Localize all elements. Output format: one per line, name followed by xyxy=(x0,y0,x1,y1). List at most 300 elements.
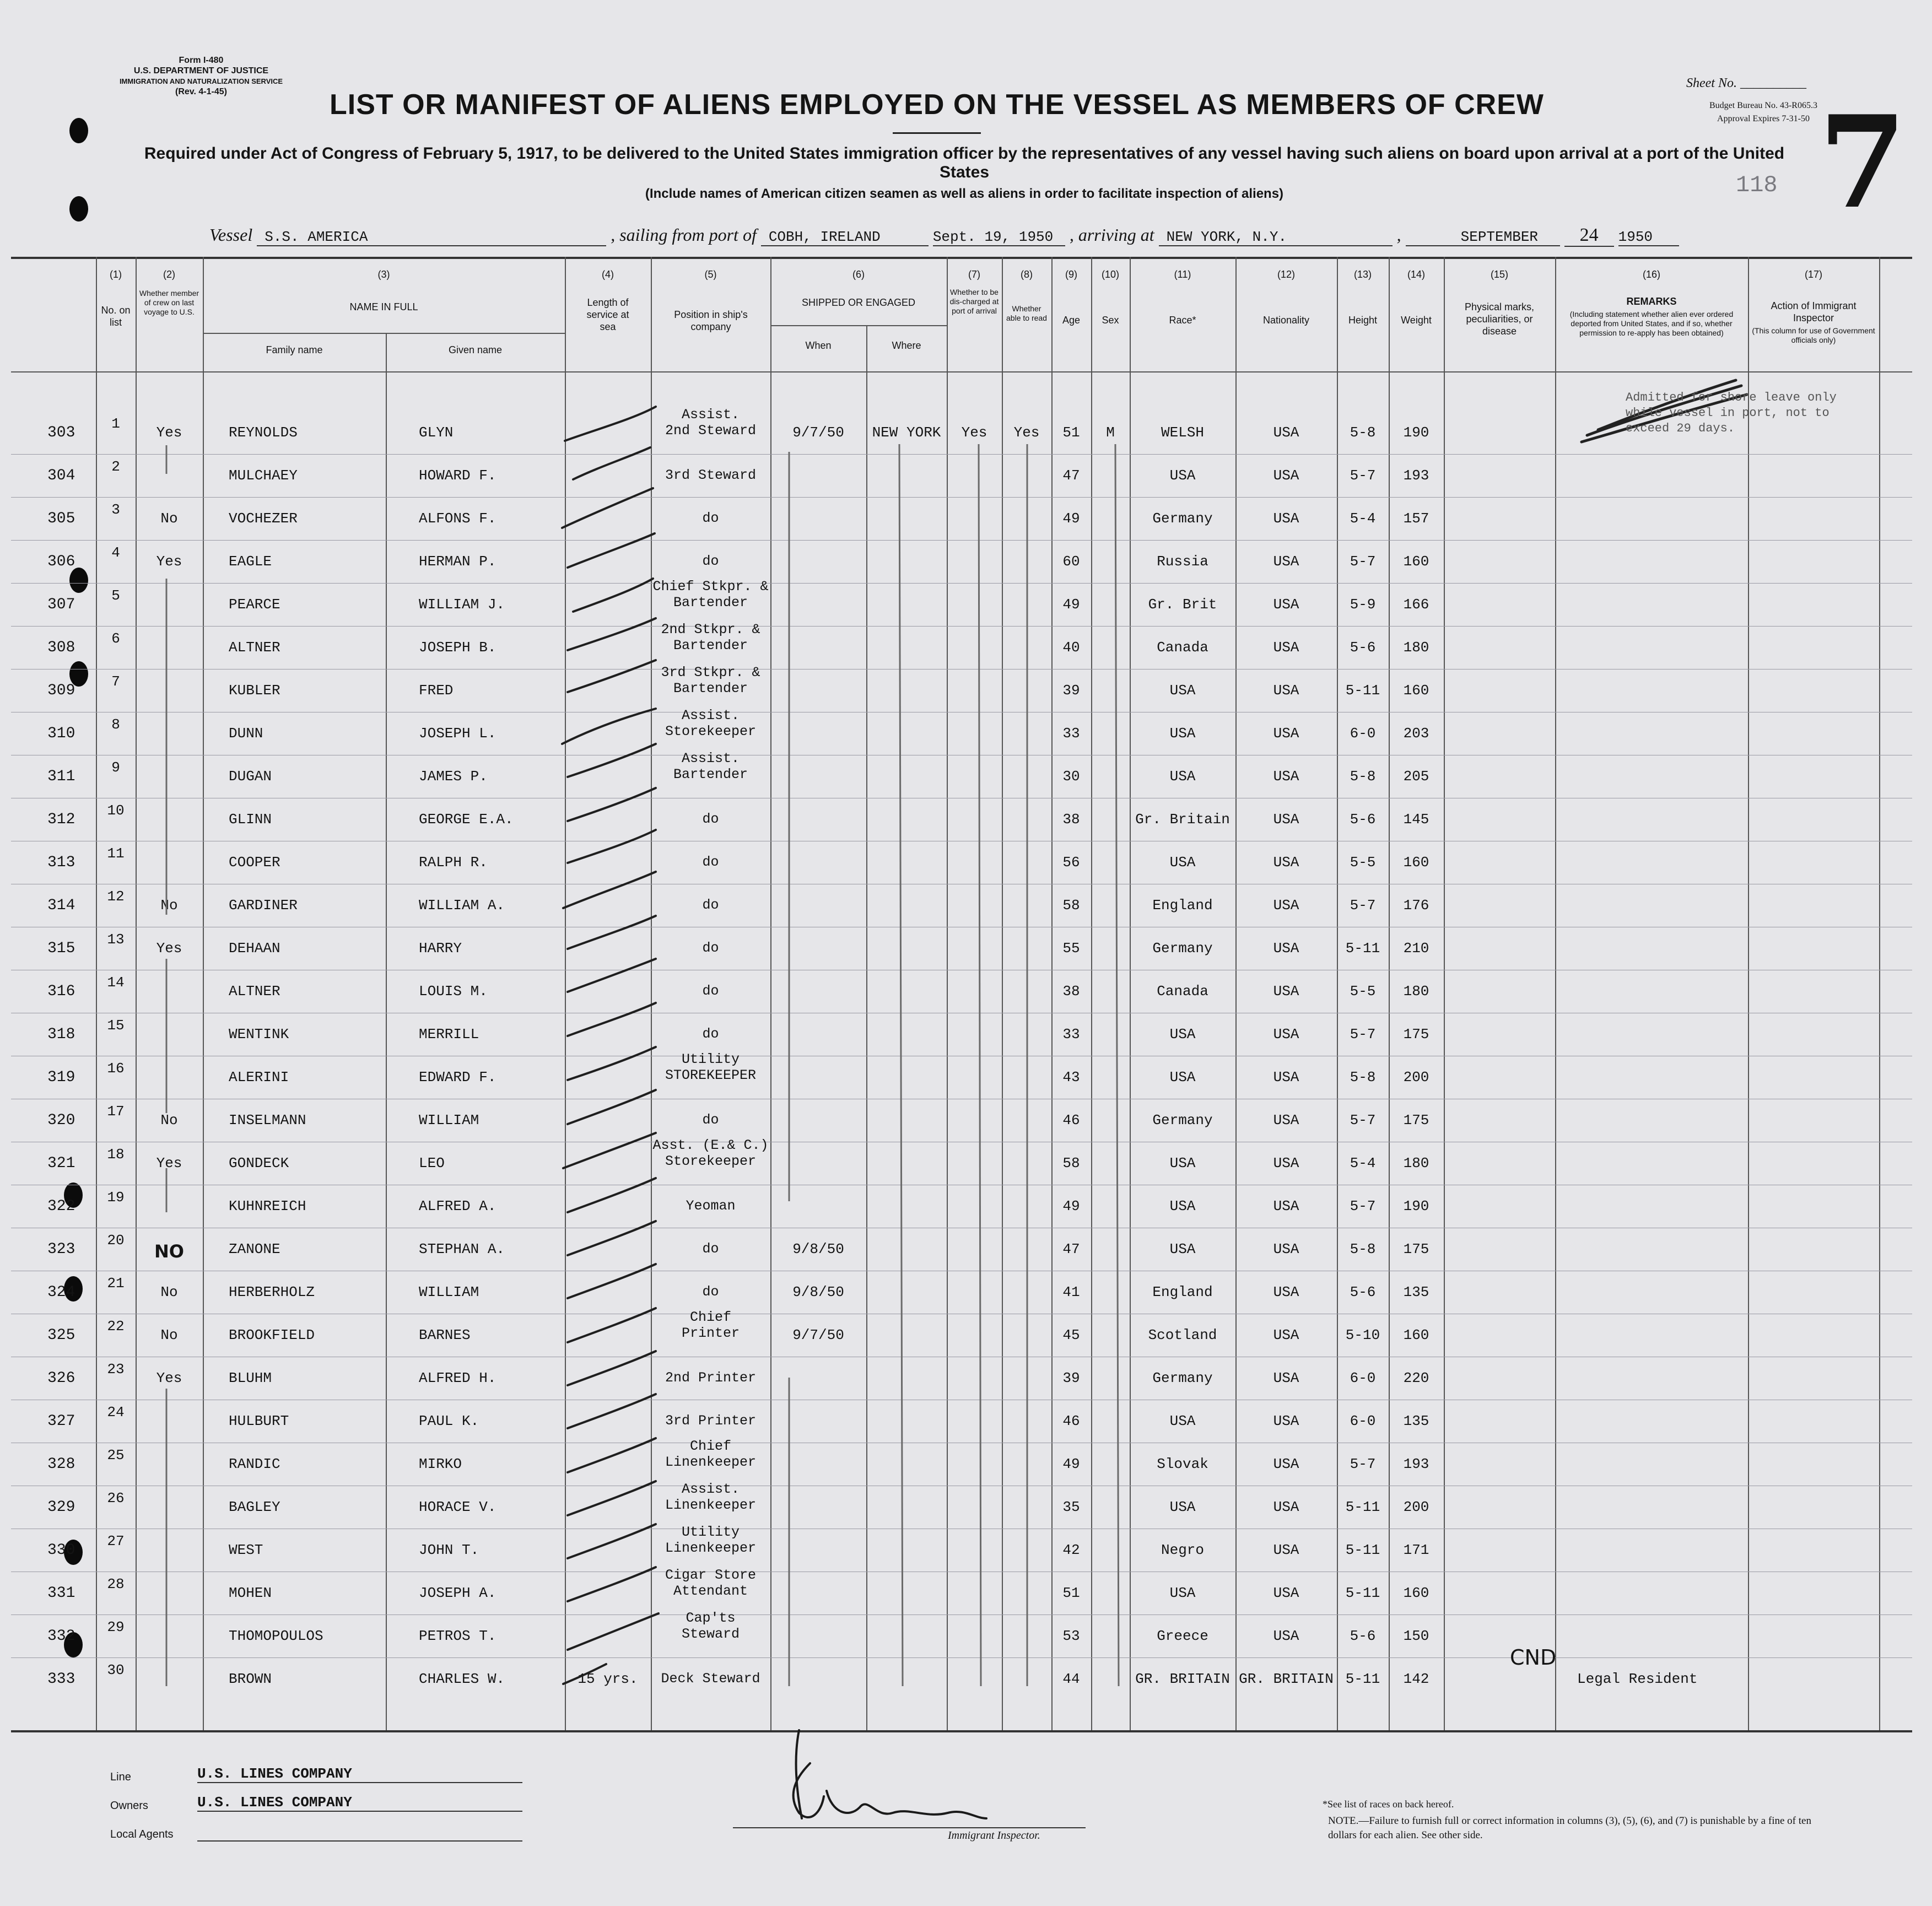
document-subtitle: Required under Act of Congress of February 5, 1917, to be delivered to the United States immigration officer by the representatives of any vessel having such aliens on board upon arrival at a port of the United States xyxy=(144,144,1785,181)
cell-nationality: USA xyxy=(1273,1628,1299,1644)
col-number: (4) xyxy=(602,269,614,280)
cell-nationality: USA xyxy=(1273,983,1299,1000)
cell-height: 5-7 xyxy=(1350,1198,1376,1214)
cell-weight: 157 xyxy=(1403,510,1429,527)
cell-given: JAMES P. xyxy=(419,768,488,785)
cell-position: do xyxy=(702,983,719,999)
cell-age: 45 xyxy=(1062,1327,1080,1343)
cell-age: 44 xyxy=(1062,1671,1080,1687)
col-number: (13) xyxy=(1353,269,1372,280)
cell-race: England xyxy=(1152,897,1213,914)
cell-weight: 180 xyxy=(1403,1155,1429,1171)
cell-weight: 150 xyxy=(1403,1628,1429,1644)
list-line-number: 310 xyxy=(47,725,75,742)
cell-nationality: USA xyxy=(1273,639,1299,656)
cell-family: ALERINI xyxy=(229,1069,289,1086)
list-line-number: 309 xyxy=(47,682,75,699)
cell-family: HULBURT xyxy=(229,1413,289,1429)
cell-weight: 200 xyxy=(1403,1069,1429,1086)
cell-age: 47 xyxy=(1062,1241,1080,1257)
line-value: U.S. LINES COMPANY xyxy=(197,1765,522,1783)
cell-family: INSELMANN xyxy=(229,1112,306,1129)
cell-height: 5-8 xyxy=(1350,1241,1376,1257)
header-physical: Physical marks, peculiarities, or disease xyxy=(1464,301,1535,337)
cell-family: ALTNER xyxy=(229,639,280,656)
cell-race: USA xyxy=(1169,768,1196,785)
cell-age: 56 xyxy=(1062,854,1080,871)
cell-height: 5-4 xyxy=(1350,510,1376,527)
cell-given: PAUL K. xyxy=(419,1413,479,1429)
cell-nationality: USA xyxy=(1273,682,1299,699)
cell-family: PEARCE xyxy=(229,596,280,613)
cell-given: EDWARD F. xyxy=(419,1069,497,1086)
cell-family: KUHNREICH xyxy=(229,1198,306,1214)
header-remarks-note: (Including statement whether alien ever ordered deported from United States, and if so, whether permission to re-apply has been obtained) xyxy=(1569,310,1734,337)
cell-weight: 166 xyxy=(1403,596,1429,613)
cell-race: Canada xyxy=(1157,639,1208,656)
cell-race: Germany xyxy=(1152,1112,1213,1129)
cell-weight: 200 xyxy=(1403,1499,1429,1515)
cell-position: do xyxy=(702,854,719,870)
cell-weight: 175 xyxy=(1403,1112,1429,1129)
cell-family: MOHEN xyxy=(229,1585,272,1601)
cell-nationality: USA xyxy=(1273,940,1299,957)
list-line-number: 308 xyxy=(47,639,75,656)
cell-given: JOSEPH L. xyxy=(419,725,497,742)
cell-race: WELSH xyxy=(1161,424,1204,441)
cell-family: WEST xyxy=(229,1542,263,1558)
owners-label: Owners xyxy=(110,1800,148,1812)
cell-no: 26 xyxy=(107,1490,125,1507)
cell-height: 5-6 xyxy=(1350,1628,1376,1644)
cell-race: Canada xyxy=(1157,983,1208,1000)
cell-family: REYNOLDS xyxy=(229,424,298,441)
pen-stroke xyxy=(568,1178,656,1212)
cell-remarks: Legal Resident xyxy=(1577,1671,1698,1687)
cell-position: Cigar Store Attendant xyxy=(665,1567,757,1599)
arriving-port: NEW YORK, N.Y. xyxy=(1159,229,1393,246)
cell-age: 49 xyxy=(1062,1198,1080,1214)
cell-age: 30 xyxy=(1062,768,1080,785)
list-line-number: 315 xyxy=(47,940,75,957)
list-line-number: 326 xyxy=(47,1370,75,1387)
cell-nationality: USA xyxy=(1273,897,1299,914)
header-age: Age xyxy=(1062,315,1081,326)
cell-height: 5-6 xyxy=(1350,1284,1376,1300)
cell-height: 5-5 xyxy=(1350,983,1376,1000)
cell-position: Deck Steward xyxy=(661,1671,760,1687)
cell-no: 9 xyxy=(111,759,120,776)
cell-nationality: USA xyxy=(1273,1456,1299,1472)
cell-position: 3rd Stkpr. & Bartender xyxy=(661,665,760,696)
department: U.S. DEPARTMENT OF JUSTICE xyxy=(133,66,269,75)
cell-height: 5-10 xyxy=(1345,1327,1380,1343)
cell-sex: M xyxy=(1106,424,1115,441)
line-label: Line xyxy=(110,1771,131,1783)
cell-weight: 135 xyxy=(1403,1413,1429,1429)
list-line-number: 305 xyxy=(47,510,75,527)
admitted-remarks: Admitted for shore leave only while vessel in port, not to exceed 29 days. xyxy=(1626,391,1837,435)
pen-stroke xyxy=(563,872,656,908)
cell-given: JOSEPH A. xyxy=(419,1585,497,1601)
cnd-annotation: CND xyxy=(1510,1645,1557,1670)
pen-stroke xyxy=(568,1047,656,1080)
list-line-number: 330 xyxy=(47,1542,75,1559)
cell-no: 23 xyxy=(107,1361,125,1378)
cell-weight: 205 xyxy=(1403,768,1429,785)
col-number: (14) xyxy=(1407,269,1425,280)
cell-nationality: USA xyxy=(1273,1542,1299,1558)
pen-stroke xyxy=(568,1438,656,1472)
cell-member: Yes xyxy=(156,424,182,441)
cell-member: Yes xyxy=(156,1370,182,1386)
cell-given: JOSEPH B. xyxy=(419,639,497,656)
pen-stroke xyxy=(563,1133,656,1168)
col-number: (15) xyxy=(1490,269,1508,280)
pen-stroke xyxy=(573,579,653,612)
list-line-number: 303 xyxy=(47,424,75,441)
list-line-number: 304 xyxy=(47,467,75,484)
cell-family: THOMOPOULOS xyxy=(229,1628,323,1644)
pen-stroke xyxy=(568,959,656,992)
ditto-line xyxy=(1115,444,1119,1686)
inspector-label: Immigrant Inspector. xyxy=(948,1829,1040,1842)
inspector-signature xyxy=(794,1730,986,1818)
cell-position: 3rd Printer xyxy=(665,1413,757,1429)
cell-race: England xyxy=(1152,1284,1213,1300)
cell-race: Slovak xyxy=(1157,1456,1208,1472)
cell-weight: 145 xyxy=(1403,811,1429,828)
cell-race: USA xyxy=(1169,1241,1196,1257)
cell-family: ALTNER xyxy=(229,983,280,1000)
cell-age: 41 xyxy=(1062,1284,1080,1300)
cell-race: USA xyxy=(1169,1413,1196,1429)
cell-weight: 180 xyxy=(1403,983,1429,1000)
cell-no: 13 xyxy=(107,931,125,948)
sailing-date: Sept. 19, 1950 xyxy=(933,229,1065,246)
cell-age: 55 xyxy=(1062,940,1080,957)
cell-height: 5-11 xyxy=(1345,1499,1380,1515)
cell-nationality: USA xyxy=(1273,467,1299,484)
pen-stroke xyxy=(568,1351,656,1385)
cell-nationality: GR. BRITAIN xyxy=(1239,1671,1334,1687)
cell-height: 5-6 xyxy=(1350,639,1376,656)
cell-weight: 193 xyxy=(1403,467,1429,484)
cell-read: Yes xyxy=(1013,424,1040,441)
cell-age: 49 xyxy=(1062,1456,1080,1472)
cell-height: 5-9 xyxy=(1350,596,1376,613)
cell-age: 33 xyxy=(1062,1026,1080,1043)
cell-family: WENTINK xyxy=(229,1026,289,1043)
cell-no: 12 xyxy=(107,888,125,905)
cell-race: USA xyxy=(1169,467,1196,484)
header-family-name: Family name xyxy=(266,344,323,355)
cell-member: No xyxy=(160,897,178,914)
cell-race: Greece xyxy=(1157,1628,1208,1644)
pen-stroke xyxy=(568,916,656,949)
cell-height: 5-11 xyxy=(1345,682,1380,699)
col-number: (5) xyxy=(704,269,717,280)
cell-age: 58 xyxy=(1062,897,1080,914)
cell-no: 16 xyxy=(107,1060,125,1077)
list-line-number: 328 xyxy=(47,1456,75,1473)
cell-given: CHARLES W. xyxy=(419,1671,505,1687)
cell-race: Negro xyxy=(1161,1542,1204,1558)
cell-weight: 160 xyxy=(1403,1585,1429,1601)
list-line-number: 319 xyxy=(47,1069,75,1086)
cell-member: Yes xyxy=(156,553,182,570)
header-nationality: Nationality xyxy=(1262,315,1310,326)
cell-given: ALFONS F. xyxy=(419,510,497,527)
cell-no: 28 xyxy=(107,1576,125,1592)
col-number: (7) xyxy=(968,269,980,280)
cell-race: USA xyxy=(1169,725,1196,742)
cell-weight: 135 xyxy=(1403,1284,1429,1300)
cell-nationality: USA xyxy=(1273,1198,1299,1214)
cell-position: Chief Linenkeeper xyxy=(665,1438,757,1470)
cell-height: 5-11 xyxy=(1345,1671,1380,1687)
cell-position: do xyxy=(702,897,719,913)
list-line-number: 327 xyxy=(47,1413,75,1430)
stamp-number: 118 xyxy=(1736,172,1778,198)
cell-when: 9/8/50 xyxy=(792,1284,844,1300)
ditto-lines xyxy=(166,444,1119,1686)
header-discharged: Whether to be dis-charged at port of arrival xyxy=(949,288,999,315)
cell-nationality: USA xyxy=(1273,725,1299,742)
cell-given: GLYN xyxy=(419,424,454,441)
cell-height: 5-7 xyxy=(1350,1026,1376,1043)
cell-race: Gr. Britain xyxy=(1135,811,1230,828)
header-given-name: Given name xyxy=(448,344,503,355)
cell-given: WILLIAM xyxy=(419,1284,479,1300)
cell-family: BLUHM xyxy=(229,1370,272,1386)
pen-stroke xyxy=(568,788,656,821)
cell-nationality: USA xyxy=(1273,811,1299,828)
cell-family: BROOKFIELD xyxy=(229,1327,315,1343)
list-line-number: 313 xyxy=(47,854,75,871)
cell-nationality: USA xyxy=(1273,596,1299,613)
cell-age: 46 xyxy=(1062,1413,1080,1429)
cell-age: 51 xyxy=(1062,1585,1080,1601)
cell-family: DUNN xyxy=(229,725,263,742)
header-name-in-full: NAME IN FULL xyxy=(349,301,418,312)
cell-where: NEW YORK xyxy=(872,424,941,441)
cell-family: GARDINER xyxy=(229,897,298,914)
cell-height: 5-4 xyxy=(1350,1155,1376,1171)
cell-race: USA xyxy=(1169,1069,1196,1086)
ditto-line xyxy=(979,444,981,1686)
pen-stroke xyxy=(568,1613,659,1650)
cell-when: 9/7/50 xyxy=(792,424,844,441)
cell-race: Germany xyxy=(1152,940,1213,957)
cell-family: DEHAAN xyxy=(229,940,280,957)
cell-no: 20 xyxy=(107,1232,125,1249)
col-number: (12) xyxy=(1277,269,1295,280)
cell-no: 30 xyxy=(107,1662,125,1678)
cell-position: Assist. Linenkeeper xyxy=(665,1481,757,1513)
cell-given: JOHN T. xyxy=(419,1542,479,1558)
cell-position: do xyxy=(702,1112,719,1128)
list-line-number: 318 xyxy=(47,1026,75,1043)
budget-bureau: Budget Bureau No. 43-R065.3 xyxy=(1709,101,1817,110)
sheet-label: Sheet No. __________ xyxy=(1686,76,1806,90)
cell-race: Germany xyxy=(1152,1370,1213,1386)
revision: (Rev. 4-1-45) xyxy=(175,87,227,96)
cell-when: 9/7/50 xyxy=(792,1327,844,1343)
cell-given: HORACE V. xyxy=(419,1499,497,1515)
cell-weight: 203 xyxy=(1403,725,1429,742)
voyage-line: Vessel S.S. AMERICA , sailing from port of COBH, IRELAND Sept. 19, 1950 , arriving at NEW YORK, N.Y. , SEPTEMBER 24 1950 xyxy=(209,225,1752,247)
cell-race: USA xyxy=(1169,1585,1196,1601)
cell-position: Cap'ts Steward xyxy=(681,1610,740,1642)
cell-given: RALPH R. xyxy=(419,854,488,871)
arriving-label: , arriving at xyxy=(1069,225,1154,245)
cell-position: Assist. 2nd Steward xyxy=(665,407,757,439)
pen-stroke xyxy=(568,1394,656,1428)
cell-age: 38 xyxy=(1062,983,1080,1000)
cell-no: 4 xyxy=(111,544,120,561)
pen-stroke xyxy=(568,660,656,692)
cell-given: LOUIS M. xyxy=(419,983,488,1000)
cell-nationality: USA xyxy=(1273,1413,1299,1429)
cell-race: USA xyxy=(1169,1499,1196,1515)
cell-weight: 160 xyxy=(1403,553,1429,570)
header-action: Action of Immigrant Inspector xyxy=(1771,300,1857,323)
cell-nationality: USA xyxy=(1273,424,1299,441)
list-line-number: 322 xyxy=(47,1198,75,1215)
pen-stroke xyxy=(568,1003,656,1036)
cell-height: 5-7 xyxy=(1350,553,1376,570)
list-line-number: 325 xyxy=(47,1327,75,1344)
pen-stroke xyxy=(573,447,650,479)
cell-given: BARNES xyxy=(419,1327,471,1343)
cell-age: 47 xyxy=(1062,467,1080,484)
cell-age: 35 xyxy=(1062,1499,1080,1515)
cell-age: 43 xyxy=(1062,1069,1080,1086)
cell-nationality: USA xyxy=(1273,510,1299,527)
cell-family: RANDIC xyxy=(229,1456,280,1472)
col-number: (6) xyxy=(852,269,865,280)
cell-height: 5-11 xyxy=(1345,940,1380,957)
header-position: Position in ship's company xyxy=(674,309,748,332)
col-number: (9) xyxy=(1065,269,1077,280)
cell-position: do xyxy=(702,510,719,526)
cell-family: VOCHEZER xyxy=(229,510,298,527)
cell-nationality: USA xyxy=(1273,1499,1299,1515)
cell-age: 49 xyxy=(1062,510,1080,527)
list-line-number: 333 xyxy=(47,1671,75,1688)
cell-given: HOWARD F. xyxy=(419,467,497,484)
pen-stroke xyxy=(568,1264,656,1298)
cell-given: STEPHAN A. xyxy=(419,1241,505,1257)
cell-height: 5-7 xyxy=(1350,1456,1376,1472)
cell-no: 27 xyxy=(107,1533,125,1549)
cell-height: 5-7 xyxy=(1350,1112,1376,1129)
header-where: Where xyxy=(892,340,921,351)
cell-age: 46 xyxy=(1062,1112,1080,1129)
pen-stroke xyxy=(568,1524,656,1558)
cell-height: 5-6 xyxy=(1350,811,1376,828)
cell-race: Russia xyxy=(1157,553,1208,570)
cell-given: WILLIAM A. xyxy=(419,897,505,914)
cell-height: 5-11 xyxy=(1345,1585,1380,1601)
cell-no: 5 xyxy=(111,587,120,604)
pen-stroke xyxy=(568,1221,656,1255)
header-shipped: SHIPPED OR ENGAGED xyxy=(801,297,916,308)
cell-height: 5-8 xyxy=(1350,1069,1376,1086)
cell-nationality: USA xyxy=(1273,1241,1299,1257)
cell-when: 9/8/50 xyxy=(792,1241,844,1257)
cell-nationality: USA xyxy=(1273,768,1299,785)
cell-given: ALFRED A. xyxy=(419,1198,497,1214)
cell-no: 14 xyxy=(107,974,125,991)
cell-height: 5-7 xyxy=(1350,467,1376,484)
list-line-number: 324 xyxy=(47,1284,75,1301)
cell-no: 15 xyxy=(107,1017,125,1034)
header-height: Height xyxy=(1348,315,1378,326)
cell-race: USA xyxy=(1169,1155,1196,1171)
arrival-year: 1950 xyxy=(1618,229,1679,246)
cell-family: MULCHAEY xyxy=(229,467,298,484)
owners-value: U.S. LINES COMPANY xyxy=(197,1794,522,1812)
cell-height: 5-8 xyxy=(1350,424,1376,441)
cell-no: 19 xyxy=(107,1189,125,1206)
cell-age: 60 xyxy=(1062,553,1080,570)
cell-position: Asst. (E.& C.) Storekeeper xyxy=(652,1137,769,1169)
cell-family: GONDECK xyxy=(229,1155,289,1171)
cell-height: 6-0 xyxy=(1350,1370,1376,1386)
cell-no: 3 xyxy=(111,501,120,518)
cell-age: 53 xyxy=(1062,1628,1080,1644)
cell-position: 2nd Stkpr. & Bartender xyxy=(661,622,760,654)
list-line-number: 323 xyxy=(47,1241,75,1258)
agents-line xyxy=(197,1840,522,1842)
cell-race: USA xyxy=(1169,1026,1196,1043)
pen-stroke xyxy=(568,1567,656,1601)
cell-no: 6 xyxy=(111,630,120,647)
cell-age: 33 xyxy=(1062,725,1080,742)
cell-given: GEORGE E.A. xyxy=(419,811,514,828)
cell-member: Yes xyxy=(156,1155,182,1171)
cell-member: NO xyxy=(154,1241,184,1262)
cell-family: BAGLEY xyxy=(229,1499,280,1515)
col-number: (1) xyxy=(110,269,122,280)
cell-given: WILLIAM xyxy=(419,1112,479,1129)
pen-stroke xyxy=(562,488,653,528)
document-title: LIST OR MANIFEST OF ALIENS EMPLOYED ON THE VESSEL AS MEMBERS OF CREW xyxy=(330,89,1544,121)
list-line-number: 312 xyxy=(47,811,75,828)
races-note: *See list of races on back hereof. xyxy=(1323,1799,1454,1810)
pen-stroke xyxy=(568,744,656,777)
cell-race: GR. BRITAIN xyxy=(1135,1671,1230,1687)
cell-length: 15 yrs. xyxy=(578,1671,638,1687)
cell-nationality: USA xyxy=(1273,1370,1299,1386)
cell-position: 3rd Steward xyxy=(665,467,757,483)
cell-age: 39 xyxy=(1062,682,1080,699)
cell-weight: 160 xyxy=(1403,854,1429,871)
cell-nationality: USA xyxy=(1273,1069,1299,1086)
cell-position: do xyxy=(702,553,719,569)
cell-position: Utility STOREKEEPER xyxy=(665,1051,757,1083)
cell-member: No xyxy=(160,1284,178,1300)
header-remarks: REMARKS xyxy=(1626,296,1677,307)
cell-family: EAGLE xyxy=(229,553,272,570)
cell-nationality: USA xyxy=(1273,1327,1299,1343)
list-line-number: 332 xyxy=(47,1628,75,1645)
ditto-line xyxy=(899,444,903,1686)
cell-no: 8 xyxy=(111,716,120,733)
cell-height: 6-0 xyxy=(1350,725,1376,742)
